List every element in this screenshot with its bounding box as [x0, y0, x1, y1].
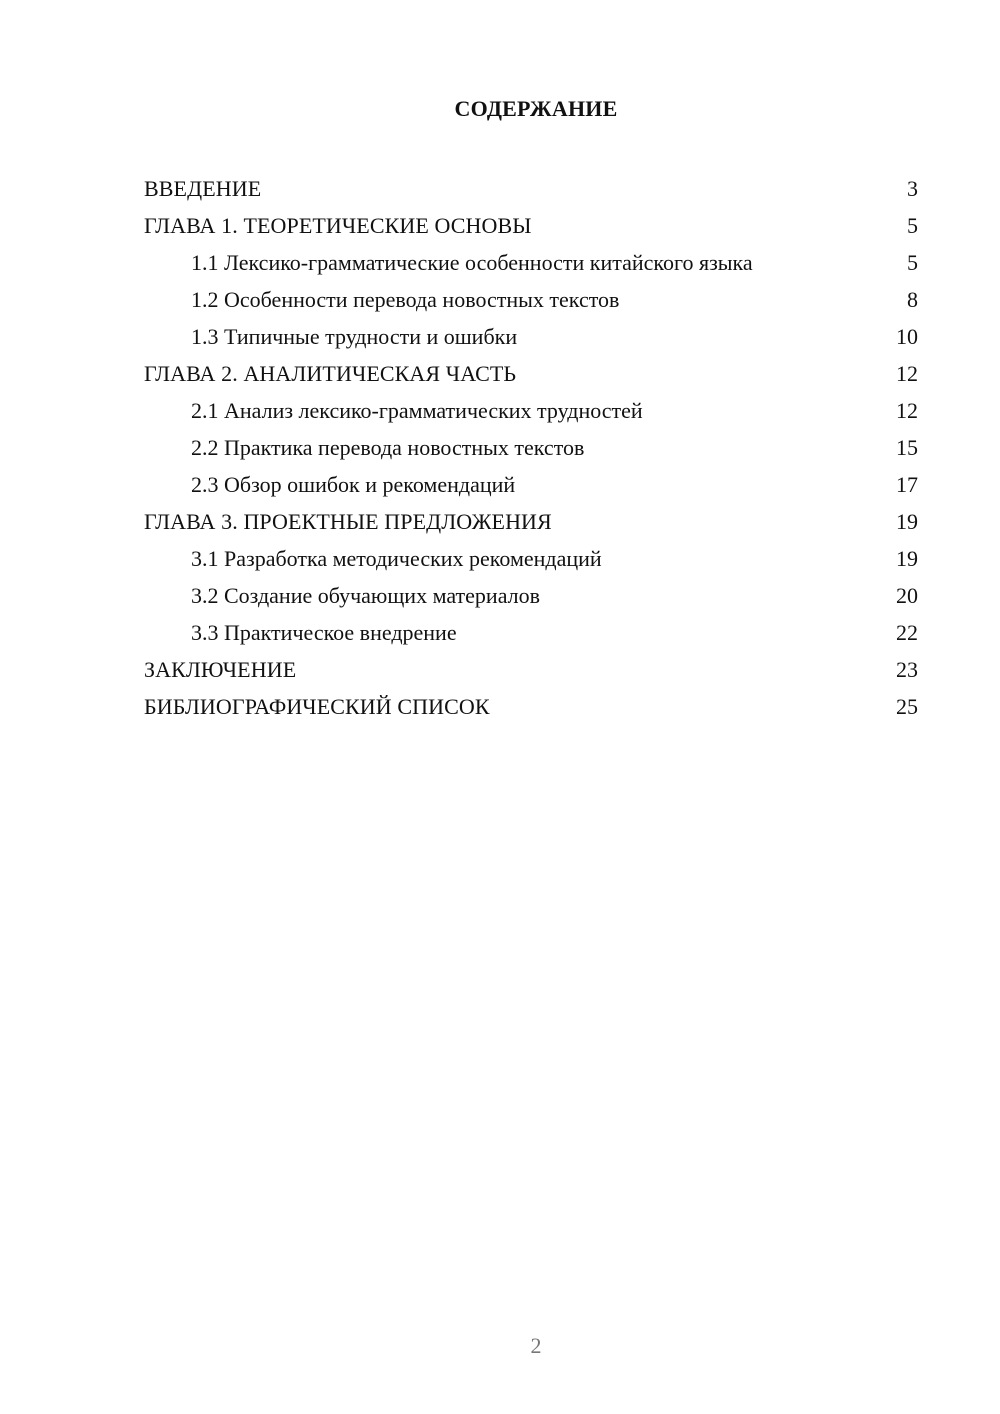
toc-entry-label: ГЛАВА 3. ПРОЕКТНЫЕ ПРЕДЛОЖЕНИЯ — [144, 509, 552, 534]
toc-entry-page: 20 — [896, 583, 918, 608]
toc-entry-page: 23 — [896, 657, 918, 682]
toc-entry-label: ГЛАВА 2. АНАЛИТИЧЕСКАЯ ЧАСТЬ — [144, 361, 517, 386]
toc-entry-page: 22 — [896, 620, 918, 645]
toc-entry-label: 3.3 Практическое внедрение — [191, 620, 457, 645]
toc-entry-page: 25 — [896, 694, 918, 719]
toc-entry-label: 2.1 Анализ лексико-грамматических трудностей — [191, 398, 643, 423]
toc-entry-label: 2.2 Практика перевода новостных текстов — [191, 435, 585, 460]
toc-entry-section-1-2[interactable] — [144, 281, 918, 318]
toc-entry-chapter-1[interactable] — [144, 207, 918, 244]
toc-entry-introduction[interactable] — [144, 170, 918, 207]
toc-entry-section-1-1[interactable] — [144, 244, 918, 281]
toc-entry-section-2-1[interactable] — [144, 392, 918, 429]
page-title: СОДЕРЖАНИЕ — [454, 96, 618, 121]
toc-entry-section-3-1[interactable] — [144, 540, 918, 577]
toc-entry-section-2-2[interactable] — [144, 429, 918, 466]
toc-entry-page: 15 — [896, 435, 918, 460]
toc-entry-section-3-3[interactable] — [144, 614, 918, 651]
toc-entry-page: 8 — [907, 287, 918, 312]
toc-entry-chapter-2[interactable] — [144, 355, 918, 392]
toc-entry-page: 12 — [896, 398, 918, 423]
toc-entry-section-2-3[interactable] — [144, 466, 918, 503]
toc-entry-page: 19 — [896, 546, 918, 571]
toc-entry-label: БИБЛИОГРАФИЧЕСКИЙ СПИСОК — [144, 694, 490, 719]
toc-entry-label: 1.2 Особенности перевода новостных текстов — [191, 287, 620, 312]
toc-entry-page: 19 — [896, 509, 918, 534]
toc-entry-page: 5 — [907, 250, 918, 275]
toc-entry-section-3-2[interactable] — [144, 577, 918, 614]
toc-entry-page: 12 — [896, 361, 918, 386]
toc-entry-label: 1.1 Лексико-грамматические особенности китайского языка — [191, 250, 753, 275]
toc-entry-label: ЗАКЛЮЧЕНИЕ — [144, 657, 297, 682]
toc-entry-label: 3.1 Разработка методических рекомендаций — [191, 546, 602, 571]
toc-entry-label: 3.2 Создание обучающих материалов — [191, 583, 541, 608]
toc-entry-page: 10 — [896, 324, 918, 349]
toc-entry-page: 3 — [907, 176, 918, 201]
toc-entry-conclusion[interactable] — [144, 651, 918, 688]
toc-entry-page: 5 — [907, 213, 918, 238]
toc-entry-label: 1.3 Типичные трудности и ошибки — [191, 324, 518, 349]
toc-entry-section-1-3[interactable] — [144, 318, 918, 355]
table-of-contents — [144, 170, 918, 725]
toc-entry-page: 17 — [896, 472, 918, 497]
page-number: 2 — [530, 1333, 542, 1358]
toc-entry-label: ГЛАВА 1. ТЕОРЕТИЧЕСКИЕ ОСНОВЫ — [144, 213, 532, 238]
toc-entry-label: 2.3 Обзор ошибок и рекомендаций — [191, 472, 516, 497]
toc-entry-chapter-3[interactable] — [144, 503, 918, 540]
toc-entry-label: ВВЕДЕНИЕ — [144, 176, 262, 201]
toc-entry-bibliography[interactable] — [144, 688, 918, 725]
